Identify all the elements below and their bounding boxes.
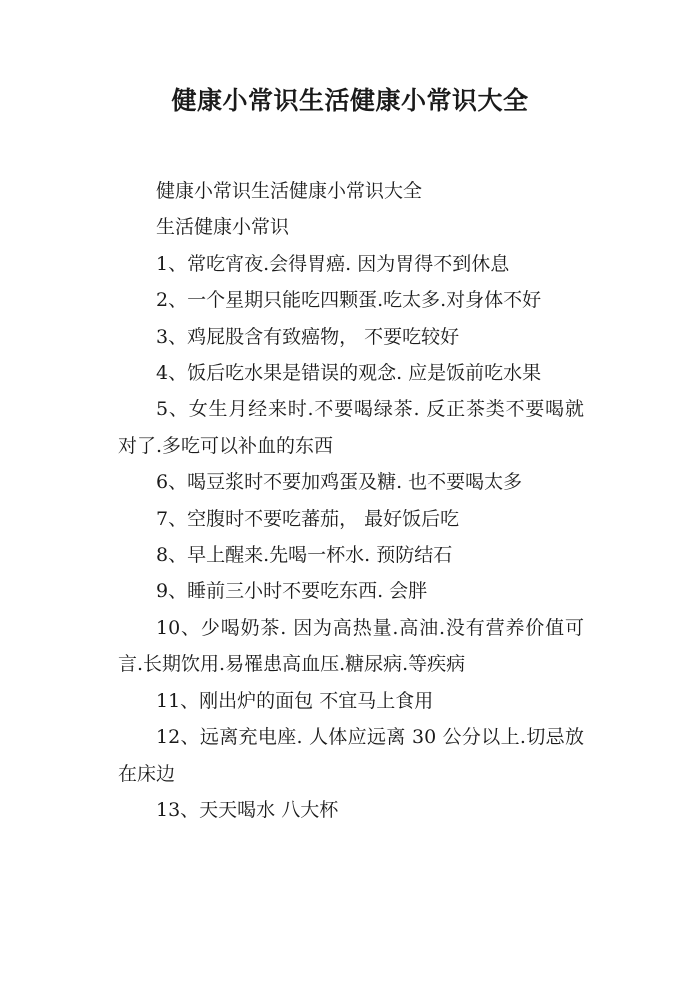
- tip-item-12: 12、远离充电座. 人体应远离 30 公分以上.切忌放在床边: [118, 726, 584, 785]
- tip-item-10: 10、少喝奶茶. 因为高热量.高油.没有营养价值可言.长期饮用.易罹患高血压.糖尿病.等疾病: [118, 616, 584, 676]
- tip-item-5: 5、女生月经来时.不要喝绿茶. 反正茶类不要喝就对了.多吃可以补血的东西: [118, 398, 584, 457]
- document-title: 健康小常识生活健康小常识大全: [171, 86, 529, 115]
- tip-item-1: 1、常吃宵夜.会得胃癌. 因为胃得不到休息: [156, 252, 510, 275]
- tip-item-6: 6、喝豆浆时不要加鸡蛋及糖. 也不要喝太多: [156, 471, 523, 494]
- document-body: [118, 173, 584, 828]
- tip-item-4: 4、饭后吃水果是错误的观念. 应是饭前吃水果: [156, 362, 542, 385]
- tip-item-3: 3、鸡屁股含有致癌物， 不要吃较好: [156, 325, 460, 348]
- tip-item-9: 9、睡前三小时不要吃东西. 会胖: [156, 580, 428, 603]
- tip-item-13: 13、天天喝水 八大杯: [156, 798, 339, 821]
- tip-item-7: 7、空腹时不要吃蕃茄， 最好饭后吃: [156, 507, 460, 530]
- tip-item-8: 8、早上醒来.先喝一杯水. 预防结石: [156, 544, 453, 567]
- paragraph-subtitle: 健康小常识生活健康小常识大全: [156, 180, 423, 202]
- tip-item-11: 11、刚出炉的面包 不宜马上食用: [156, 689, 434, 712]
- tip-item-2: 2、一个星期只能吃四颗蛋.吃太多.对身体不好: [156, 289, 542, 312]
- paragraph-section-heading: 生活健康小常识: [156, 216, 290, 239]
